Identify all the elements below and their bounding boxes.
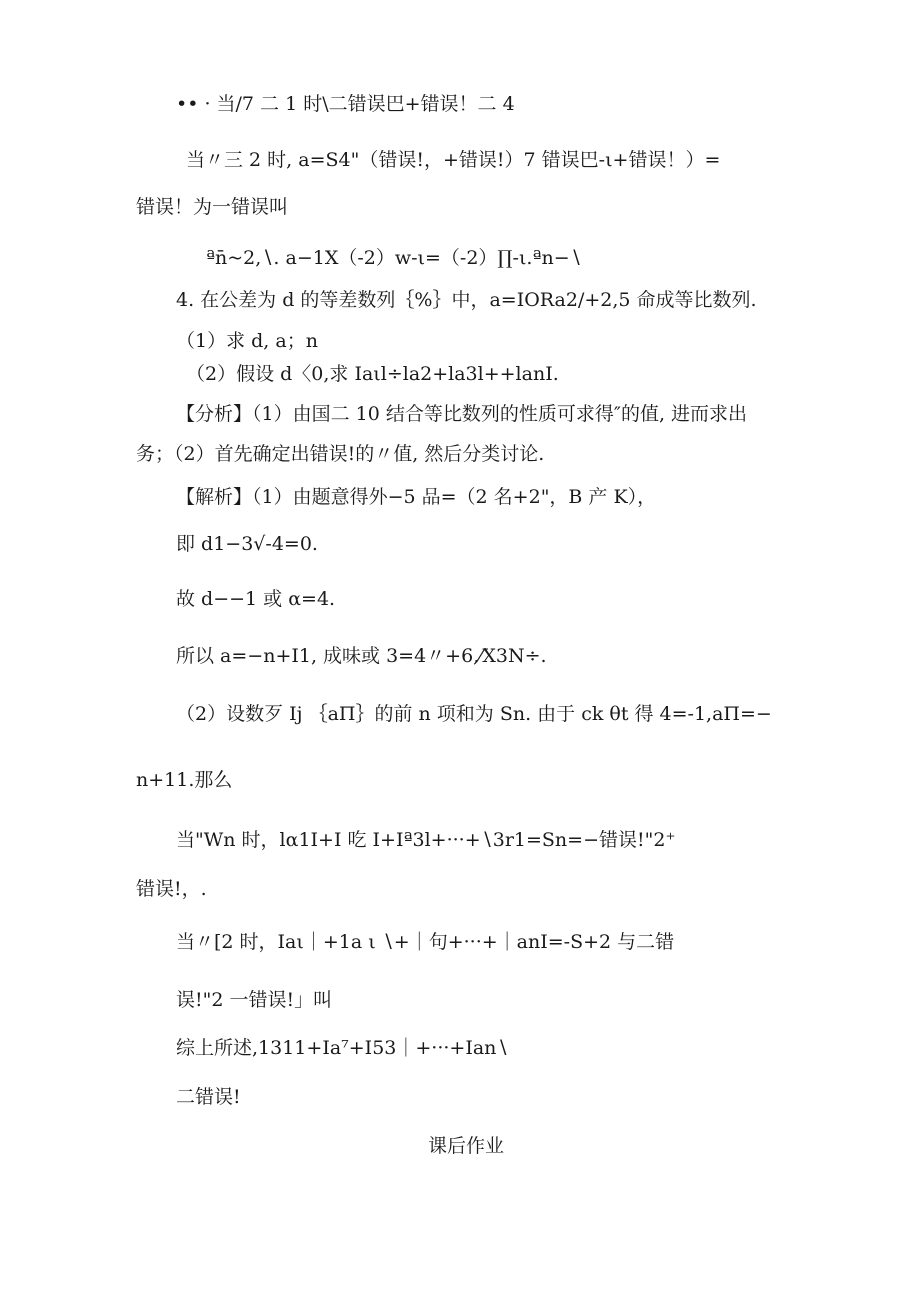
solution-line-5: （2）设数歹 Ij ｛aΠ｝的前 n 项和为 Sn. 由于 ck θt 得 4=-1,aΠ=− [176, 703, 772, 725]
analysis-line-2: 务；（2）首先确定出错误!的〃值, 然后分类讨论. [136, 443, 545, 465]
text-line-2: 当〃三 2 时, a=S4"（错误!，+错误!）7 错误巴-ι+错误！）= [186, 149, 721, 171]
solution-line-2: 即 d1−3√-4=0. [176, 533, 318, 555]
conclusion-line-1: 综上所述,1311+Ia⁷+I53｜+···+Ian∖ [176, 1037, 509, 1059]
solution-line-6: n+11.那么 [136, 769, 233, 791]
analysis-line-1: 【分析】（1）由国二 10 结合等比数列的性质可求得″的值, 进而求出 [176, 403, 748, 425]
problem-4-part-1: （1）求 d, a；n [176, 330, 318, 352]
problem-4-statement: 4. 在公差为 d 的等差数列｛%｝中，a=IORa2/+2,5 命成等比数列. [176, 289, 757, 311]
solution-line-4: 所以 a=−n+I1, 成味或 3=4〃+6,⁄X3N÷. [176, 645, 547, 667]
problem-4-part-2: （2）假设 d〈0,求 Iaιl÷la2+la3l++lanI. [186, 363, 559, 385]
solution-line-3: 故 d−−1 或 α=4. [176, 588, 336, 610]
text-line-4: ªn̄~2,∖. a−1X（-2）w-ι=（-2）∏-ι.ªn−∖ [206, 247, 582, 269]
solution-line-9: 当〃[2 时，Iaι｜+1a ι ∖+｜句+···+｜anI=-S+2 与二错 [176, 931, 675, 953]
text-line-3: 错误！为一错误叫 [136, 196, 289, 218]
text-line-1: •• · 当/7 二 1 时\二错误巴+错误！二 4 [176, 93, 515, 115]
solution-line-10: 误!"2 一错误!」叫 [176, 989, 333, 1011]
section-title: 课后作业 [428, 1135, 505, 1157]
solution-line-8: 错误!，. [136, 878, 207, 900]
conclusion-line-2: 二错误! [176, 1086, 241, 1108]
solution-line-1: 【解析】（1）由题意得外−5 品=（2 名+2"，B 产 K）， [176, 486, 657, 508]
solution-line-7: 当"Wn 时，lα1I+I 吃 I+Iª3l+···+∖3r1=Sn=−错误!"2⁺ [176, 829, 676, 851]
